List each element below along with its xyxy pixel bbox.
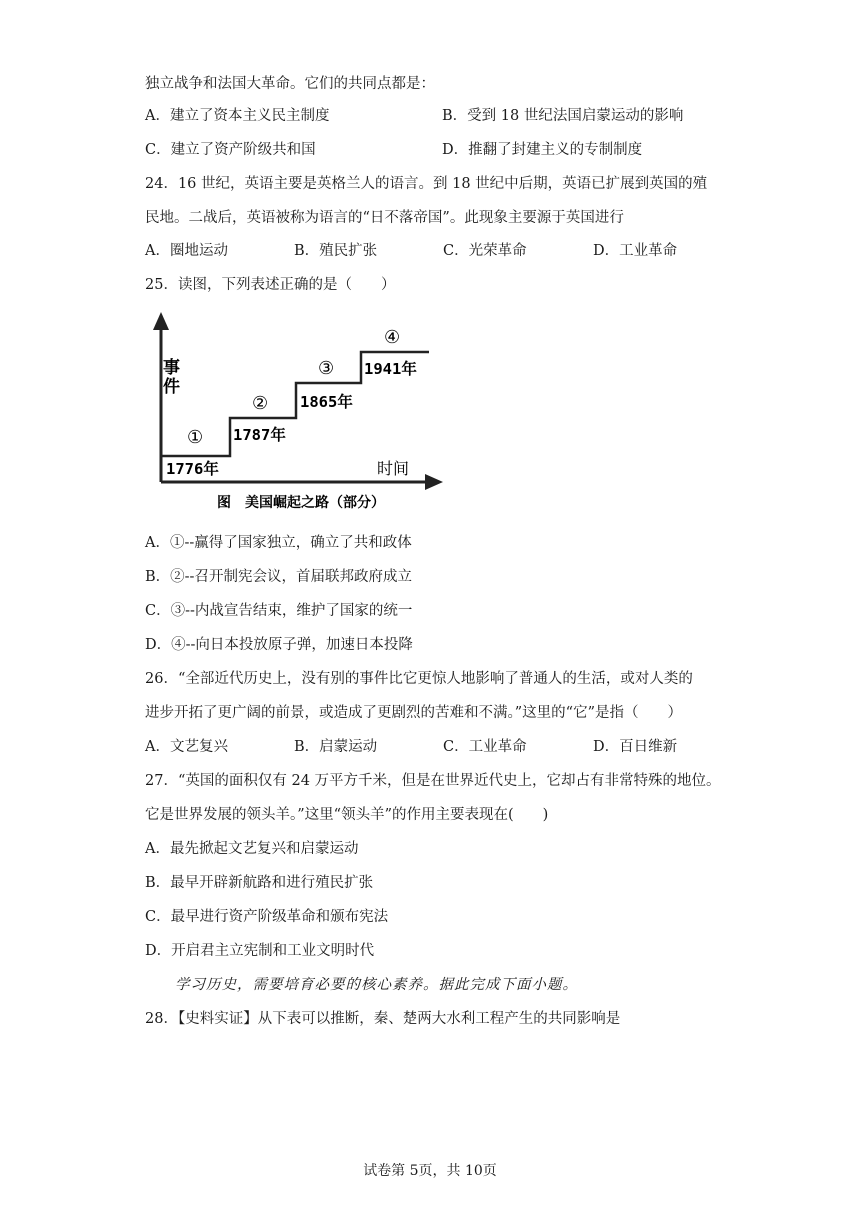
q27-stem-line2: 它是世界发展的领头羊。”这里“领头羊”的作用主要表现在( ) — [145, 807, 549, 823]
q27-stem-line1: 27．“英国的面积仅有 24 万平方千米，但是在世界近代史上，它却占有非常特殊的地位。 — [145, 773, 721, 789]
step-3-marker: ③ — [318, 358, 335, 379]
q25-stem: 25．读图，下列表述正确的是（ ） — [145, 277, 396, 293]
q24-stem-line1: 24．16 世纪，英语主要是英格兰人的语言。到 18 世纪中后期，英语已扩展到英国的殖 — [145, 176, 708, 192]
q27-option-c: C．最早进行资产阶级革命和颁布宪法 — [145, 909, 389, 925]
q25-option-d: D．④--向日本投放原子弹，加速日本投降 — [145, 637, 413, 653]
q27-option-d: D．开启君主立宪制和工业文明时代 — [145, 943, 375, 959]
q23-stem-tail: 独立战争和法国大革命。它们的共同点都是： — [145, 76, 435, 92]
q23-option-d: D．推翻了封建主义的专制制度 — [442, 142, 643, 158]
q24-option-a: A．圈地运动 — [145, 243, 228, 259]
q23-option-b: B．受到 18 世纪法国启蒙运动的影响 — [442, 108, 684, 124]
q24-stem-line2: 民地。二战后，英语被称为语言的“日不落帝国”。此现象主要源于英国进行 — [145, 210, 624, 226]
q23-options-row2 — [145, 140, 745, 160]
y-axis-arrow — [153, 312, 169, 330]
q25-option-b: B．②--召开制宪会议，首届联邦政府成立 — [145, 569, 412, 585]
q26-stem-line1: 26．“全部近代历史上，没有别的事件比它更惊人地影响了普通人的生活，或对人类的 — [145, 671, 693, 687]
q27-option-a: A．最先掀起文艺复兴和启蒙运动 — [145, 841, 359, 857]
page-footer: 试卷第 5页，共 10页 — [363, 1163, 497, 1179]
q24-option-d: D．工业革命 — [593, 243, 678, 259]
step-2-year: 1787年 — [233, 426, 286, 444]
figure-caption: 图 美国崛起之路（部分） — [217, 495, 385, 511]
q28-stem: 28．【史料实证】从下表可以推断，秦、楚两大水利工程产生的共同影响是 — [145, 1011, 621, 1027]
q27-option-b: B．最早开辟新航路和进行殖民扩张 — [145, 875, 374, 891]
q24-options — [145, 241, 745, 261]
q23-option-c: C．建立了资产阶级共和国 — [145, 142, 316, 158]
q26-option-d: D．百日维新 — [593, 739, 678, 755]
q26-option-a: A．文艺复兴 — [145, 739, 228, 755]
step-3-year: 1865年 — [300, 393, 353, 411]
q24-option-c: C．光荣革命 — [443, 243, 527, 259]
y-axis-label: 事件 — [159, 358, 179, 396]
q25-option-a: A．①--赢得了国家独立，确立了共和政体 — [145, 535, 412, 551]
q26-option-c: C．工业革命 — [443, 739, 527, 755]
q26-options — [145, 737, 745, 757]
q26-stem-line2: 进步开拓了更广阔的前景，或造成了更剧烈的苦难和不满。”这里的“它”是指（ ） — [145, 705, 682, 721]
q26-option-b: B．启蒙运动 — [294, 739, 378, 755]
q24-option-b: B．殖民扩张 — [294, 243, 378, 259]
x-axis-arrow — [425, 474, 443, 490]
step-4-marker: ④ — [384, 327, 401, 348]
step-2-marker: ② — [252, 393, 269, 414]
q23-option-a: A．建立了资本主义民主制度 — [145, 108, 330, 124]
q23-options-row1 — [145, 106, 745, 126]
q25-option-c: C．③--内战宣告结束，维护了国家的统一 — [145, 603, 413, 619]
us-rise-staircase-figure — [145, 308, 450, 520]
step-1-marker: ① — [187, 427, 204, 448]
x-axis-label: 时间 — [377, 459, 410, 478]
group-intro: 学习历史，需要培育必要的核心素养。据此完成下面小题。 — [175, 977, 578, 993]
step-1-year: 1776年 — [166, 460, 219, 478]
step-4-year: 1941年 — [364, 360, 417, 378]
